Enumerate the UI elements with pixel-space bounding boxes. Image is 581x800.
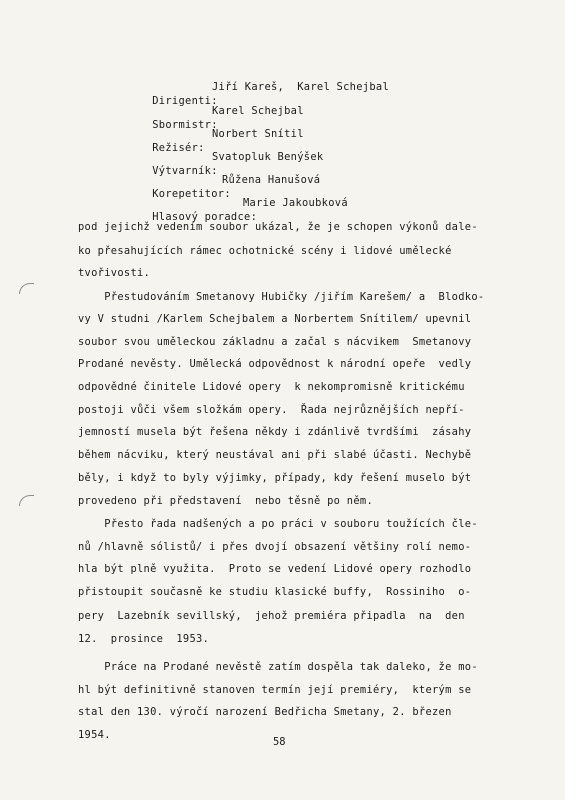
text-line: stal den 130. výročí narození Bedřicha Smetany, 2. březen: [78, 706, 452, 718]
text-line: Přesto řada nadšených a po práci v souboru toužících čle-: [78, 518, 478, 530]
text-line: vy V studni /Karlem Schejbalem a Norbertem Snítilem/ upevnil: [78, 313, 472, 325]
scan-margin: [565, 0, 581, 800]
text-line: odpovědné činitele Lidové opery k nekompromisně kritickému: [78, 381, 465, 393]
text-line: běly, i když to byly výjimky, případy, kdy řešení muselo být: [78, 472, 472, 484]
credit-role: Výtvarník:: [152, 165, 218, 177]
text-line: provedeno při představení nebo těsně po něm.: [78, 495, 374, 507]
text-line: tvořivosti.: [78, 267, 151, 279]
text-line: soubor svou uměleckou základnu a začal s nácvikem Smetanovy: [78, 336, 472, 348]
text-line: hla být plně využita. Proto se vedení Lidové opery rozhodlo: [78, 563, 472, 575]
text-line: pery Lazebník sevillský, jehož premiéra připadla na den: [78, 610, 465, 622]
credit-role: Hlasový poradce:: [152, 211, 258, 223]
text-line: jemností musela být řešena někdy i zdánlivě tvrdšími zásahy: [78, 426, 472, 438]
credit-names: Karel Schejbal: [212, 105, 304, 117]
text-line: hl být definitivně stanoven termín její premiéry, kterým se: [78, 684, 472, 696]
binder-hole-mark: [19, 495, 34, 506]
credit-names: Růžena Hanušová: [222, 174, 321, 186]
text-line: Práce na Prodané nevěstě zatím dospěla tak daleko, že mo-: [78, 661, 478, 673]
credit-names: Svatopluk Benýšek: [212, 151, 324, 163]
credit-role: Režisér:: [152, 142, 205, 154]
page-number: 58: [273, 736, 286, 748]
credit-names: Jiří Kareš, Karel Schejbal: [212, 81, 390, 93]
credit-role: Dirigenti:: [152, 95, 218, 107]
credit-names: Norbert Snítil: [212, 128, 304, 140]
text-line: 1954.: [78, 729, 111, 741]
text-line: ko přesahujících rámec ochotnické scény i lidové umělecké: [78, 245, 452, 257]
text-line: během nácviku, který neustával ani při slabé účasti. Nechybě: [78, 449, 472, 461]
text-line: Přestudováním Smetanovy Hubičky /jiřím Karešem/ a Blodko-: [78, 291, 485, 303]
text-line: pod jejichž vedením soubor ukázal, že je schopen výkonů dale-: [78, 221, 478, 233]
text-line: 12. prosince 1953.: [78, 633, 210, 645]
text-line: Prodané nevěsty. Umělecká odpovědnost k národní opeře vedly: [78, 358, 472, 370]
text-line: nů /hlavně sólistů/ i přes dvojí obsazení většiny rolí nemo-: [78, 541, 472, 553]
credit-role: Sbormistr:: [152, 119, 218, 131]
binder-hole-mark: [19, 283, 34, 294]
text-line: postoji vůči všem složkám opery. Řada nejrůznějších nepří-: [78, 404, 465, 416]
text-line: přistoupit současně ke studiu klasické buffy, Rossiniho o-: [78, 586, 472, 598]
credit-names: Marie Jakoubková: [243, 197, 348, 209]
credit-role: Korepetitor:: [152, 188, 231, 200]
